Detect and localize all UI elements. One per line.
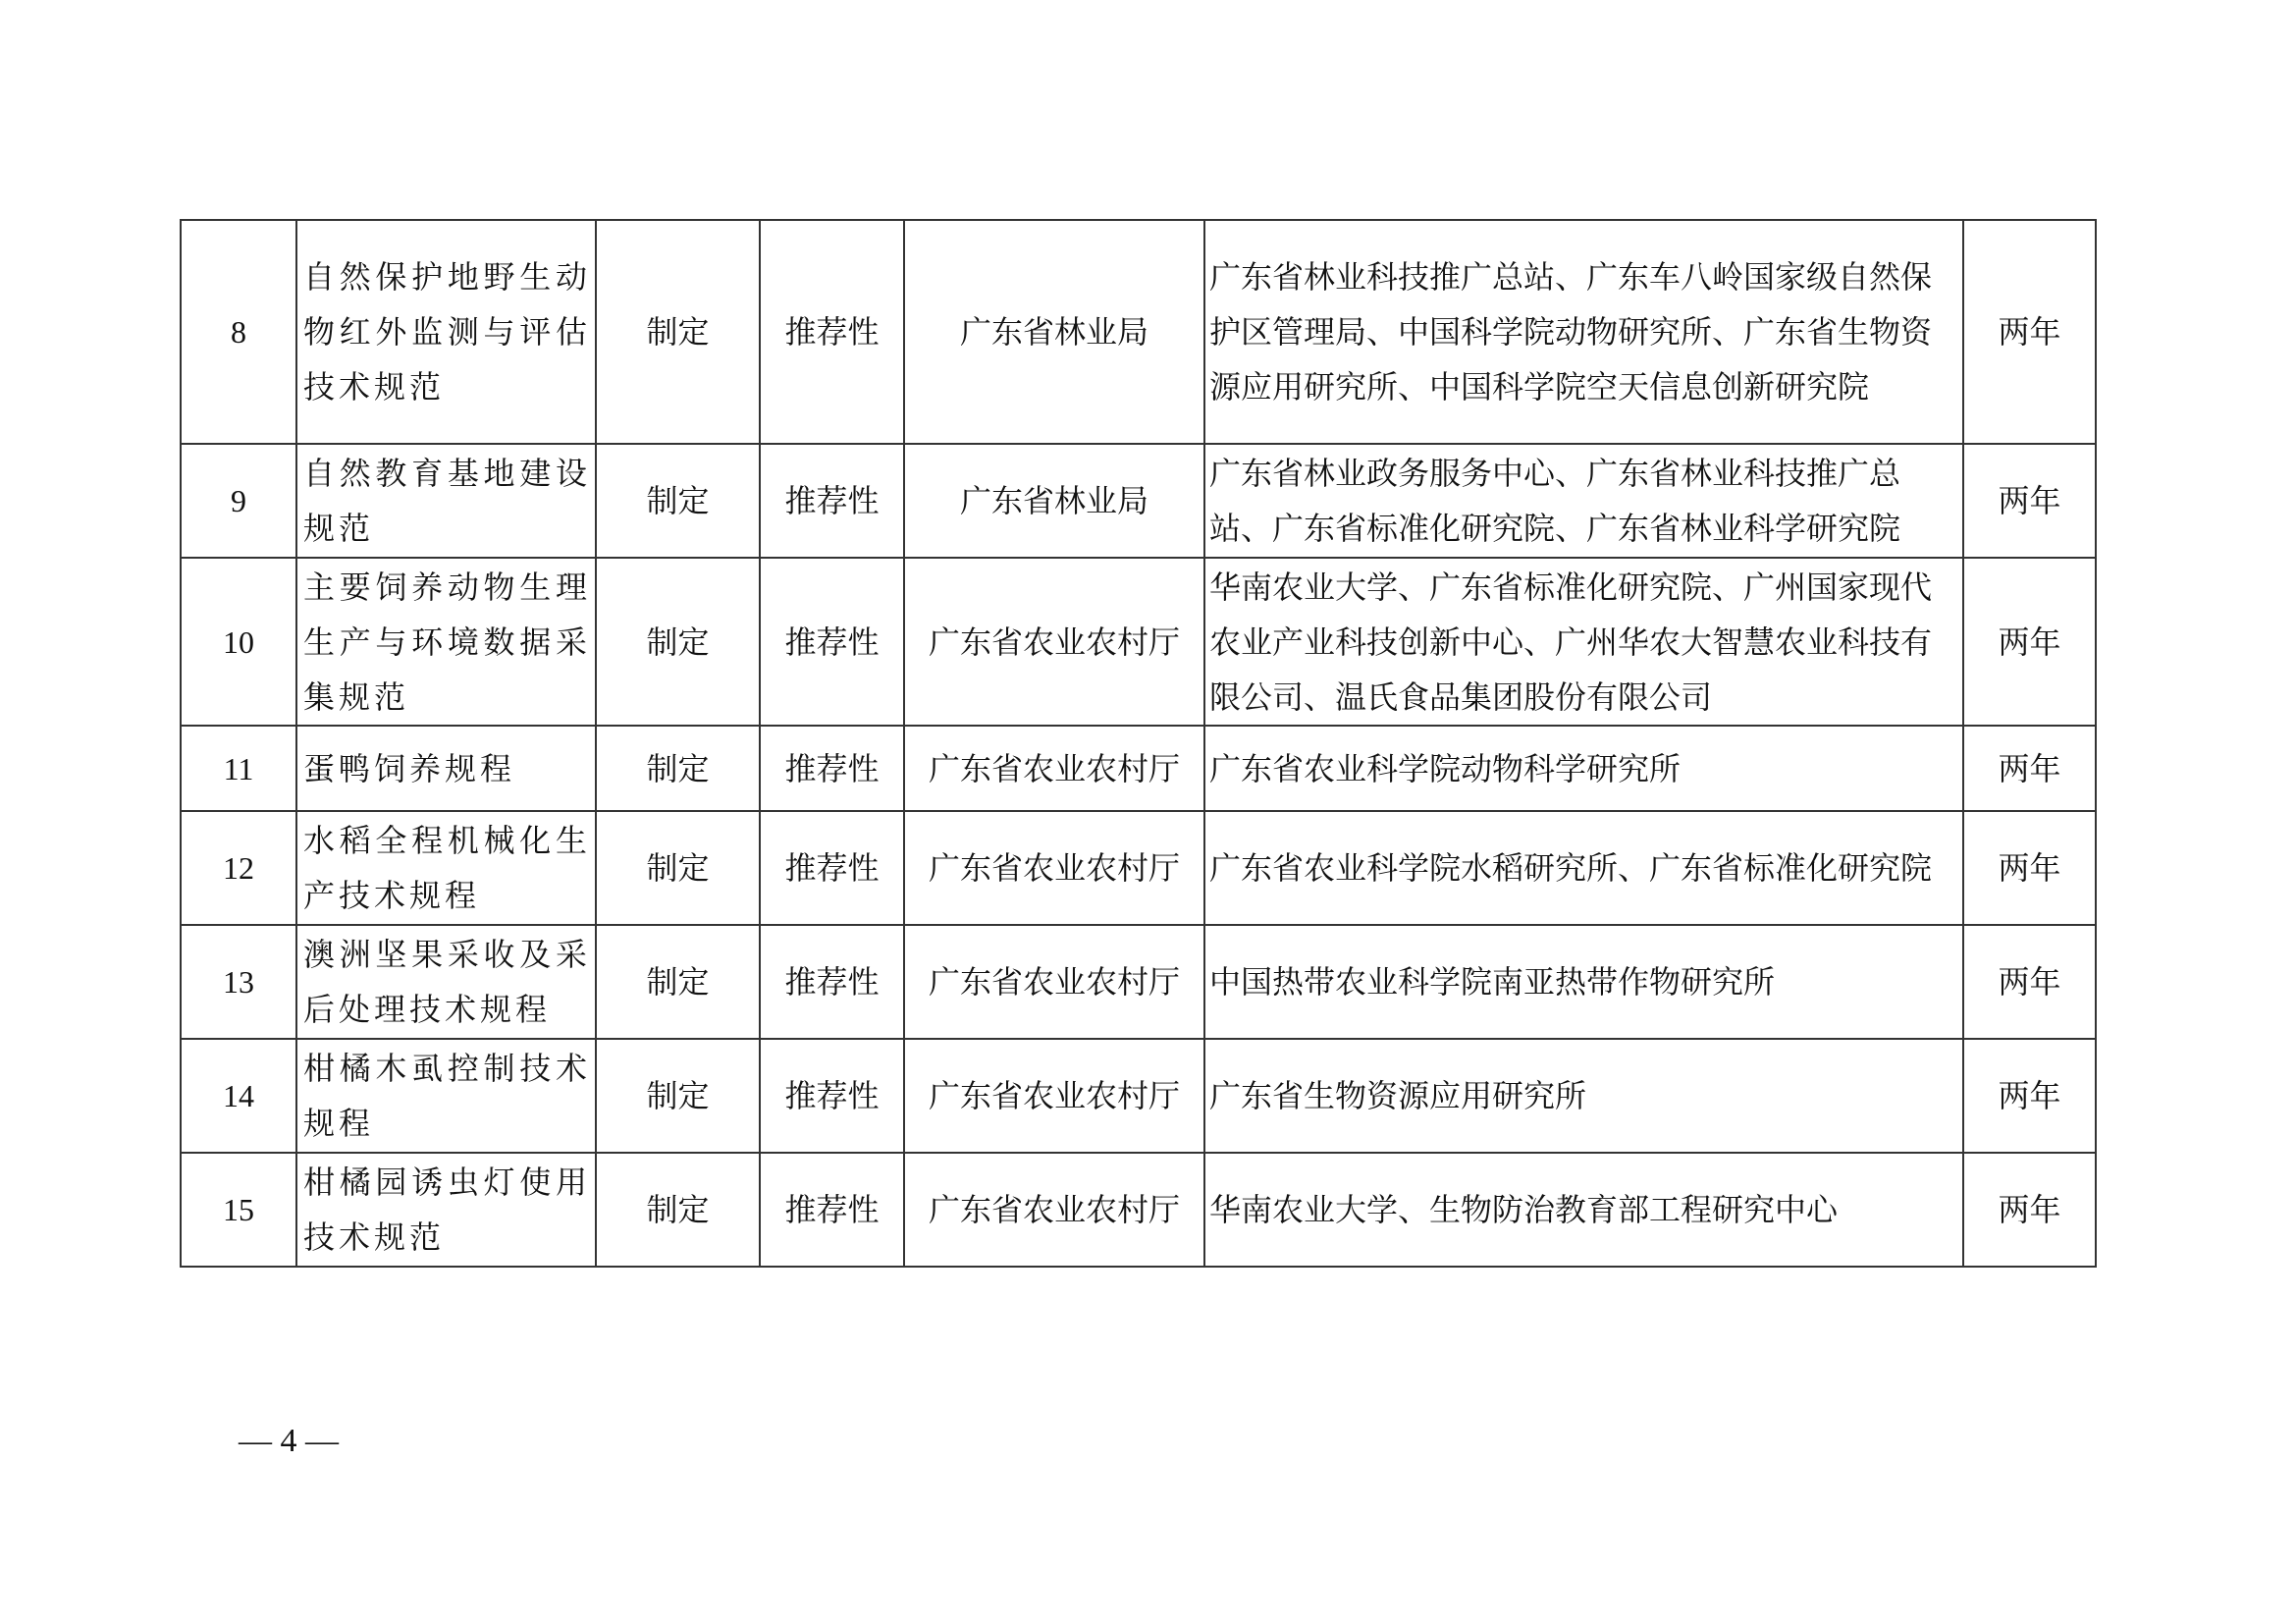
table-row xyxy=(181,726,2096,811)
table-row xyxy=(181,811,2096,925)
table-row xyxy=(181,925,2096,1039)
drafting-units: 华南农业大学、生物防治教育部工程研究中心 xyxy=(1204,1153,1963,1267)
responsible-department: 广东省农业农村厅 xyxy=(904,1039,1204,1153)
row-number: 10 xyxy=(181,558,296,726)
table-row xyxy=(181,558,2096,726)
standard-nature: 推荐性 xyxy=(760,925,904,1039)
row-number: 13 xyxy=(181,925,296,1039)
standard-name: 自然教育基地建设规范 xyxy=(296,444,596,558)
standard-name: 柑橘木虱控制技术规程 xyxy=(296,1039,596,1153)
standard-name: 自然保护地野生动物红外监测与评估技术规范 xyxy=(296,220,596,444)
standard-nature: 推荐性 xyxy=(760,558,904,726)
table-row xyxy=(181,220,2096,444)
completion-period: 两年 xyxy=(1963,726,2096,811)
completion-period: 两年 xyxy=(1963,220,2096,444)
completion-period: 两年 xyxy=(1963,1153,2096,1267)
responsible-department: 广东省农业农村厅 xyxy=(904,811,1204,925)
project-type: 制定 xyxy=(596,726,760,811)
completion-period: 两年 xyxy=(1963,925,2096,1039)
table-row xyxy=(181,444,2096,558)
standard-nature: 推荐性 xyxy=(760,444,904,558)
table-row xyxy=(181,1153,2096,1267)
completion-period: 两年 xyxy=(1963,444,2096,558)
project-type: 制定 xyxy=(596,1039,760,1153)
standard-name: 澳洲坚果采收及采后处理技术规程 xyxy=(296,925,596,1039)
responsible-department: 广东省农业农村厅 xyxy=(904,726,1204,811)
project-type: 制定 xyxy=(596,811,760,925)
responsible-department: 广东省农业农村厅 xyxy=(904,1153,1204,1267)
row-number: 12 xyxy=(181,811,296,925)
project-type: 制定 xyxy=(596,558,760,726)
standard-nature: 推荐性 xyxy=(760,811,904,925)
responsible-department: 广东省林业局 xyxy=(904,444,1204,558)
completion-period: 两年 xyxy=(1963,811,2096,925)
row-number: 9 xyxy=(181,444,296,558)
drafting-units: 广东省生物资源应用研究所 xyxy=(1204,1039,1963,1153)
project-type: 制定 xyxy=(596,925,760,1039)
row-number: 11 xyxy=(181,726,296,811)
drafting-units: 广东省农业科学院水稻研究所、广东省标准化研究院 xyxy=(1204,811,1963,925)
project-type: 制定 xyxy=(596,220,760,444)
page-number: — 4 — xyxy=(239,1423,339,1459)
table-row xyxy=(181,1039,2096,1153)
row-number: 14 xyxy=(181,1039,296,1153)
responsible-department: 广东省农业农村厅 xyxy=(904,558,1204,726)
standard-name: 蛋鸭饲养规程 xyxy=(296,726,596,811)
row-number: 8 xyxy=(181,220,296,444)
completion-period: 两年 xyxy=(1963,1039,2096,1153)
drafting-units: 广东省农业科学院动物科学研究所 xyxy=(1204,726,1963,811)
standard-nature: 推荐性 xyxy=(760,1039,904,1153)
standard-nature: 推荐性 xyxy=(760,1153,904,1267)
row-number: 15 xyxy=(181,1153,296,1267)
completion-period: 两年 xyxy=(1963,558,2096,726)
project-type: 制定 xyxy=(596,1153,760,1267)
standard-name: 柑橘园诱虫灯使用技术规范 xyxy=(296,1153,596,1267)
drafting-units: 华南农业大学、广东省标准化研究院、广州国家现代农业产业科技创新中心、广州华农大智慧农业科技有限公司、温氏食品集团股份有限公司 xyxy=(1204,558,1963,726)
responsible-department: 广东省林业局 xyxy=(904,220,1204,444)
drafting-units: 中国热带农业科学院南亚热带作物研究所 xyxy=(1204,925,1963,1039)
standard-name: 主要饲养动物生理生产与环境数据采集规范 xyxy=(296,558,596,726)
standards-table xyxy=(180,219,2097,1268)
standard-nature: 推荐性 xyxy=(760,726,904,811)
drafting-units: 广东省林业政务服务中心、广东省林业科技推广总站、广东省标准化研究院、广东省林业科学研究院 xyxy=(1204,444,1963,558)
drafting-units: 广东省林业科技推广总站、广东车八岭国家级自然保护区管理局、中国科学院动物研究所、广东省生物资源应用研究所、中国科学院空天信息创新研究院 xyxy=(1204,220,1963,444)
standard-name: 水稻全程机械化生产技术规程 xyxy=(296,811,596,925)
standard-nature: 推荐性 xyxy=(760,220,904,444)
project-type: 制定 xyxy=(596,444,760,558)
responsible-department: 广东省农业农村厅 xyxy=(904,925,1204,1039)
